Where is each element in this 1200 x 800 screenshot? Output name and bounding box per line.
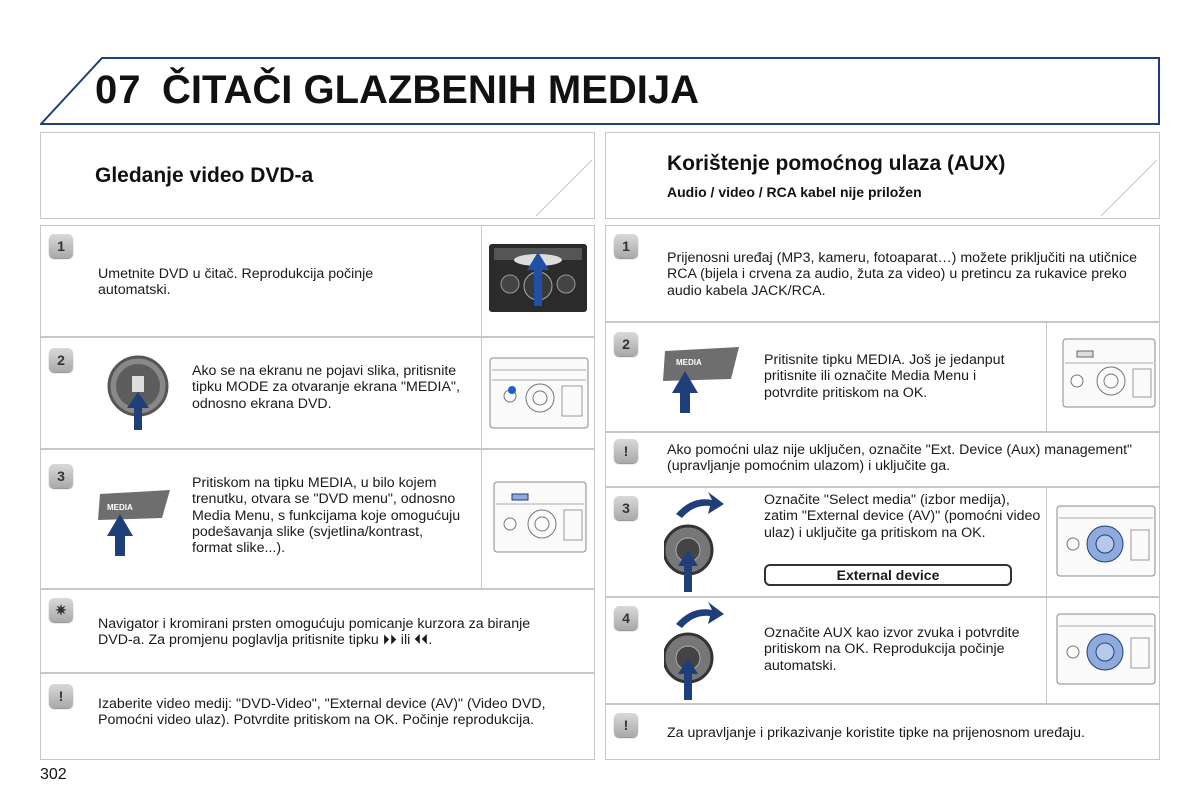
left-step-navigator-tip — [40, 589, 595, 673]
mode-button-icon — [103, 350, 173, 430]
right-step-1 — [605, 225, 1160, 322]
up-arrow-icon — [103, 512, 137, 558]
left-step-1 — [40, 225, 595, 337]
step-badge: 3 — [49, 464, 73, 488]
right-step-2 — [605, 322, 1160, 432]
corner-fold — [534, 158, 594, 218]
console-image — [481, 338, 596, 448]
page-number: 302 — [40, 766, 67, 783]
step-text: Ako se na ekranu ne pojavi slika, pritisnite tipku MODE za otvaranje ekrana "MEDIA", odnosno ekrana DVD. — [192, 363, 460, 412]
right-section-title: Korištenje pomoćnog ulaza (AUX) — [667, 152, 1006, 175]
step-text: Označite "Select media" (izbor medija), zatim "External device (AV)" (pomoćni video ulaz) i uključite ga pritiskom na OK. — [764, 492, 1041, 541]
step-text: Navigator i kromirani prsten omogućuju pomicanje kurzora za biranje DVD-a. Za promjenu poglavlja pritisnite tipku ⏵⏵ ili ⏴⏴. — [98, 616, 531, 649]
warning-icon: ! — [614, 439, 638, 463]
step-text: Prijenosni uređaj (MP3, kameru, fotoaparat…) možete priključiti na utičnice RCA (bijela i crvena za audio, žuta za video) u pretincu za rukavice preko audio kabela JACK/RCA. — [667, 250, 1137, 299]
rotary-knob-icon — [664, 488, 734, 596]
up-arrow-icon — [668, 369, 702, 415]
media-button-label: MEDIA — [107, 503, 133, 512]
step-badge: 3 — [614, 496, 638, 520]
dvd-slot-image — [481, 226, 596, 336]
warning-icon: ! — [49, 684, 73, 708]
left-warning — [40, 673, 595, 760]
right-step-3 — [605, 487, 1160, 597]
right-step-4 — [605, 597, 1160, 704]
chapter-title: ČITAČI GLAZBENIH MEDIJA — [162, 68, 700, 112]
step-text: Izaberite video medij: "DVD-Video", "External device (AV)" (Video DVD, Pomoćni video ulaz). Potvrdite pritiskom na OK. Počinje reprodukcija. — [98, 696, 546, 729]
console-image — [1046, 323, 1161, 431]
console-image — [1046, 598, 1161, 703]
rotary-knob-icon — [664, 598, 734, 704]
right-warning-portable — [605, 704, 1160, 760]
right-section-subtitle: Audio / video / RCA kabel nije priložen — [667, 184, 922, 200]
chapter-number: 07 — [95, 68, 142, 112]
step-text: Za upravljanje i prikazivanje koristite tipke na prijenosnom uređaju. — [667, 725, 1085, 741]
left-step-2 — [40, 337, 595, 449]
step-text: Označite AUX kao izvor zvuka i potvrdite pritiskom na OK. Reprodukcija počinje automatski. — [764, 625, 1020, 674]
console-image — [481, 450, 596, 588]
step-text: Ako pomoćni ulaz nije uključen, označite "Ext. Device (Aux) management" (upravljanje pomoćnim ulazom) i uključite ga. — [667, 442, 1133, 475]
step-badge: 1 — [614, 234, 638, 258]
sun-icon: ✷ — [49, 598, 73, 622]
console-image — [1046, 488, 1161, 596]
corner-fold — [1099, 158, 1159, 218]
step-badge: 1 — [49, 234, 73, 258]
step-badge: 4 — [614, 606, 638, 630]
external-device-menu-item[interactable]: External device — [764, 564, 1012, 586]
step-badge: 2 — [49, 348, 73, 372]
step-badge: 2 — [614, 332, 638, 356]
right-warning-aux — [605, 432, 1160, 487]
step-text: Umetnite DVD u čitač. Reprodukcija počinje automatski. — [98, 266, 374, 299]
left-section-title: Gledanje video DVD-a — [95, 164, 314, 187]
step-text: Pritiskom na tipku MEDIA, u bilo kojem trenutku, otvara se "DVD menu", odnosno Media Menu, s funkcijama koje omogućuju podešavanja slike (svjetlina/kontrast, format slike...). — [192, 475, 461, 557]
step-text: Pritisnite tipku MEDIA. Još je jedanput pritisnite ili označite Media Menu i potvrdite pritiskom na OK. — [764, 352, 1005, 401]
left-step-3 — [40, 449, 595, 589]
warning-icon: ! — [614, 713, 638, 737]
media-button-label: MEDIA — [676, 358, 702, 367]
